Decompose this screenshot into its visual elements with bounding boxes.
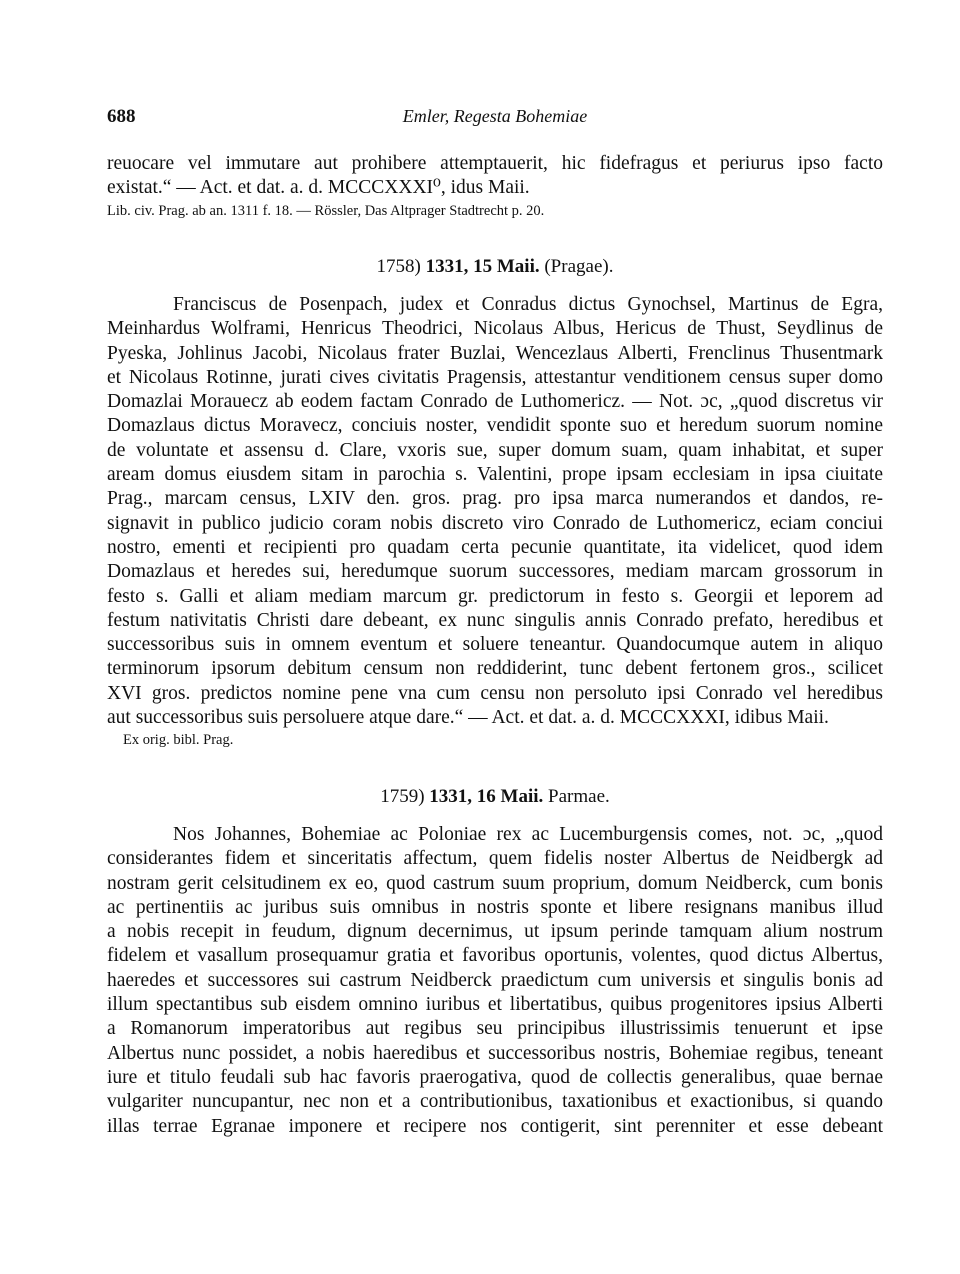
running-title: Emler, Regesta Bohemiae (402, 106, 588, 126)
text-line: Prag., marcam census, LXIV den. gros. prag. pro ipsa marca numerandos et dandos, re- (107, 488, 883, 510)
text-line: nostro, ementi et recipienti pro quadam certa pecunie quantitate, ita videlicet, quod idem (107, 536, 883, 558)
text-line: reuocare vel immutare aut prohibere attemptauerit, hic fidefragus et periurus ipso facto (107, 153, 883, 174)
entry-body-1758 (107, 293, 883, 750)
text-line: Albertus nunc possidet, a nobis haeredibus et successoribus nostris, Bohemiae regibus, teneant (107, 1042, 883, 1064)
text-line: ac pertinentiis ac juribus suis omnibus in nostris sponte et libere resignans manibus illud (107, 896, 883, 918)
entry-date: 1331, 16 Maii. (429, 786, 544, 807)
text-line: terminorum ipsorum debitum censum non reddiderint, tunc debent fertonem gros., scilicet (107, 658, 883, 680)
text-line: aut successoribus suis persoluere atque dare.“ — Act. et dat. a. d. MCCCXXXI, idibus Maii. (107, 707, 829, 729)
text-line: fidelem et vasallum prosequamur gratia et favoribus oportunis, volentes, quod dictus Albertus, (107, 945, 883, 967)
entry-number: 1758) (376, 256, 421, 277)
text-line: nostram gerit celsitudinem ex eo, quod castrum suum proprium, domum Neidberck, cum bonis (107, 872, 883, 894)
entry-heading-1759 (107, 786, 883, 808)
text-line: festo s. Galli et aliam mediam marcum gr. predictorum in festo s. Georgii et leporem ad (107, 585, 883, 607)
text-line: haeredes et successores sui castrum Neidberck praedictum cum universis et singulis bonis ad (107, 969, 883, 991)
page-number: 688 (107, 106, 136, 127)
text-line: XVI gros. predictos nomine pene vna cum censu non persoluto ipsi Conrado vel heredibus (107, 682, 883, 704)
text-line: Nos Johannes, Bohemiae ac Poloniae rex ac Lucemburgensis comes, not. ɔc, „quod (173, 824, 883, 845)
text-line: aream domus eiusdem sitam in parochia s. Valentini, prope ipsam ecclesiam in ipsa ciuitate (107, 464, 883, 486)
entry-heading-1758 (107, 256, 883, 278)
text-line: a nobis recepit in feudum, dignum decernimus, ut ipsum perinde tamquam alium nostrum (107, 921, 883, 943)
source-citation: Ex orig. bibl. Prag. (123, 732, 234, 749)
text-line: Domazlai Morauecz ab eodem factam Conrado de Luthomericz. — Not. ɔc, „quod discretus vir (107, 391, 883, 413)
text-line: signavit in publico judicio coram nobis discreto viro Conrado de Luthomericz, eciam conciui (107, 512, 883, 534)
entry-body-1759 (107, 823, 883, 1139)
text-line: festum nativitatis Christi dare debeant, ex nunc singulis annis Conrado prefato, heredibus et (107, 609, 883, 631)
source-citation: Lib. civ. Prag. ab an. 1311 f. 18. — Rössler, Das Altprager Stadtrecht p. 20. (107, 202, 545, 219)
text-line: successoribus suis in omnem eventum et soluere teneantur. Quandocumque autem in aliquo (107, 634, 883, 656)
entry-place: Parmae. (548, 786, 610, 807)
text-line: et Nicolaus Rotinne, jurati cives civitatis Pragensis, attestantur venditionem census super domo (107, 366, 883, 388)
text-line: illum spectantibus sub eisdem omnino iuribus et libertatibus, quibus progenitores ipsius Alberti (107, 994, 883, 1016)
text-line: de voluntate et assensu d. Clare, vxoris sue, super domum suam, quam inhabitat, et super (107, 439, 883, 461)
text-line: a Romanorum imperatoribus aut regibus seu principibus illustrissimis tenuerunt et ipse (107, 1018, 883, 1040)
text-line: illas terrae Egranae imponere et recipere nos contigerit, sint perenniter et esse debeant (107, 1115, 883, 1137)
text-line: iure et titulo feudali sub hac favoris praerogativa, quod de collectis generalibus, quae bernae (107, 1066, 883, 1088)
entry-number: 1759) (380, 786, 425, 807)
text-line: Meinhardus Wolframi, Henricus Theodrici, Nicolaus Albus, Hericus de Thust, Seydlinus de (107, 318, 883, 340)
text-line: existat.“ — Act. et dat. a. d. MCCCXXXI⁰, idus Maii. (107, 177, 530, 199)
text-line: Franciscus de Posenpach, judex et Conradus dictus Gynochsel, Martinus de Egra, (173, 294, 883, 315)
text-line: Domazlaus et heredes sui, heredumque suorum successores, mediam marcam grossorum in (107, 561, 883, 583)
text-line: Domazlaus dictus Moravecz, conciuis noster, vendidit sponte suo et heredum suorum nomine (107, 415, 883, 437)
text-line: considerantes fidem et sinceritatis affectum, quem fidelis noster Albertus de Neidbergk ad (107, 848, 883, 870)
entry-date: 1331, 15 Maii. (425, 256, 540, 277)
running-head (107, 106, 883, 130)
text-line: Pyeska, Johlinus Jacobi, Nicolaus frater Buzlai, Wencezlaus Alberti, Frenclinus Thusentmark (107, 342, 883, 364)
continuation-block (107, 152, 883, 221)
entry-place: (Pragae). (544, 256, 614, 277)
text-line: vulgariter nuncupantur, nec non et a contributionibus, taxationibus et exactionibus, si quando (107, 1091, 883, 1113)
